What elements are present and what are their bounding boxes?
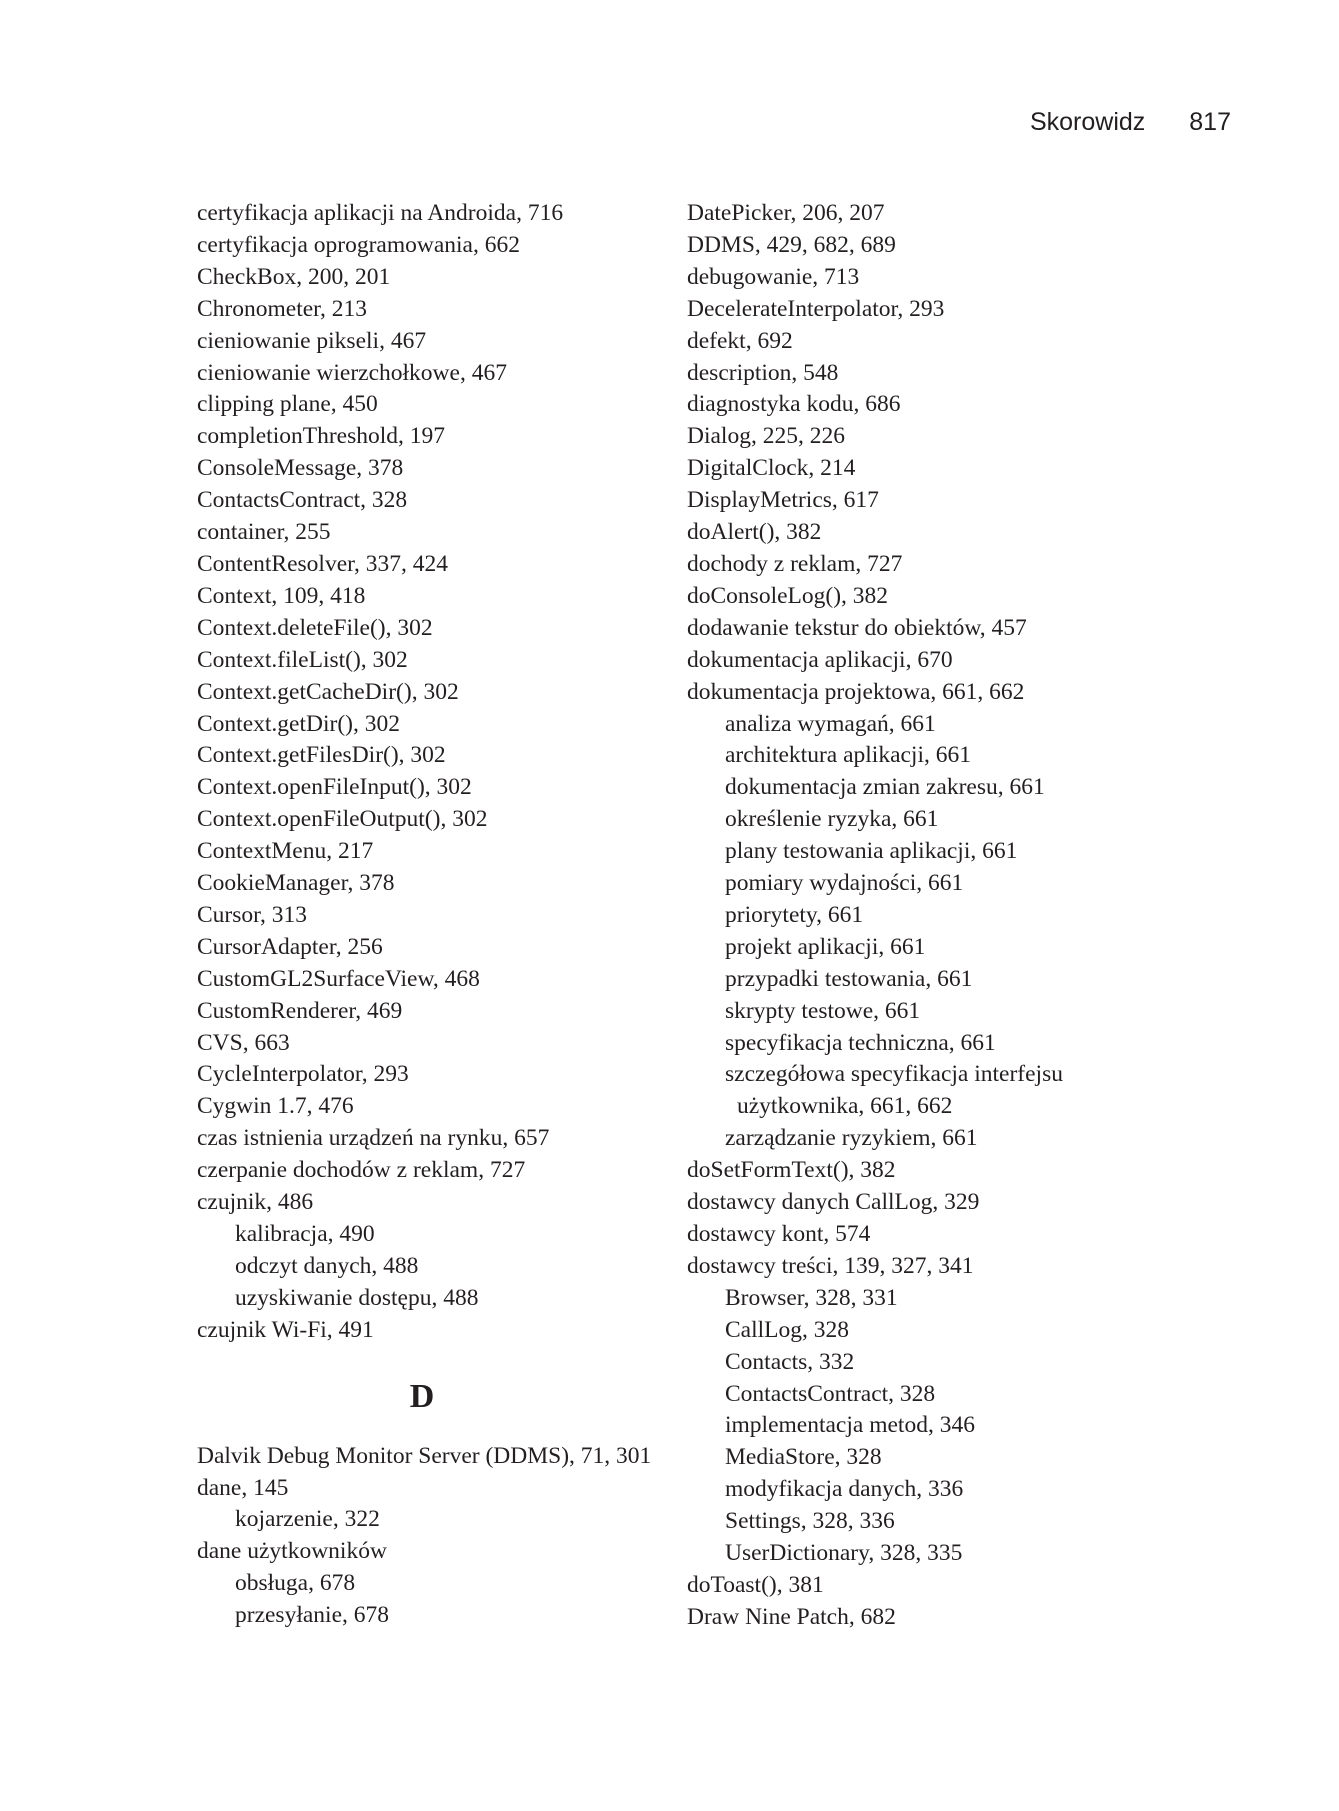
- page-number: 817: [1189, 108, 1231, 136]
- index-entry: debugowanie, 713: [687, 263, 860, 290]
- index-entry: Context.fileList(), 302: [197, 646, 408, 673]
- index-entry: certyfikacja aplikacji na Androida, 716: [197, 200, 564, 226]
- running-head: [1030, 108, 1231, 137]
- index-entries-d-cont: [687, 198, 1247, 1634]
- letter-heading-d: D: [409, 1377, 435, 1415]
- index-entry: Chronometer, 213: [197, 295, 368, 322]
- section-title: Skorowidz: [1029, 108, 1146, 136]
- index-entry: ContactsContract, 328: [197, 487, 408, 514]
- index-subentry: modyfikacja danych, 336: [725, 1476, 964, 1503]
- index-subentry: dokumentacja zmian zakresu, 661: [725, 774, 1045, 801]
- index-subentry: Contacts, 332: [725, 1348, 855, 1375]
- index-entry: dostawcy kont, 574: [687, 1221, 871, 1247]
- index-entry: doToast(), 381: [687, 1571, 824, 1598]
- index-subentry: ContactsContract, 328: [725, 1380, 936, 1407]
- index-entry: clipping plane, 450: [197, 391, 378, 418]
- index-entry: Context.deleteFile(), 302: [197, 614, 433, 641]
- index-subentry: przesyłanie, 678: [235, 1602, 390, 1629]
- index-subentry: zarządzanie ryzykiem, 661: [725, 1125, 978, 1152]
- index-column-right: [687, 198, 1247, 1634]
- index-entry: CursorAdapter, 256: [197, 933, 383, 960]
- index-entry: dokumentacja projektowa, 661, 662: [687, 678, 1025, 705]
- index-subentry: plany testowania aplikacji, 661: [725, 838, 1018, 865]
- index-subentry: szczegółowa specyfikacja interfejsu: [725, 1061, 1063, 1088]
- index-entry: czas istnienia urządzeń na rynku, 657: [197, 1125, 550, 1152]
- index-entry: Context.openFileOutput(), 302: [197, 806, 488, 833]
- index-entry: DDMS, 429, 682, 689: [687, 231, 896, 258]
- index-subentry: pomiary wydajności, 661: [725, 870, 964, 897]
- index-entry: dostawcy danych CallLog, 329: [687, 1189, 980, 1216]
- index-entry: Context.openFileInput(), 302: [197, 774, 472, 801]
- index-entry: ContextMenu, 217: [197, 838, 374, 865]
- index-entry: doConsoleLog(), 382: [687, 582, 889, 609]
- index-entry: doAlert(), 382: [687, 519, 822, 546]
- index-entry: cieniowanie wierzchołkowe, 467: [197, 359, 507, 386]
- index-entry: CheckBox, 200, 201: [197, 263, 391, 290]
- index-entry: Context, 109, 418: [197, 582, 366, 609]
- index-entry: Cygwin 1.7, 476: [197, 1093, 354, 1120]
- index-entry: dane, 145: [197, 1474, 289, 1501]
- index-column-left: [197, 198, 667, 1632]
- index-entry: description, 548: [687, 359, 839, 386]
- index-subentry: projekt aplikacji, 661: [725, 933, 926, 960]
- index-entry: DecelerateInterpolator, 293: [687, 295, 945, 322]
- index-entry: Dialog, 225, 226: [687, 423, 845, 450]
- index-entry: completionThreshold, 197: [197, 423, 446, 450]
- index-subentry: użytkownika, 661, 662: [737, 1093, 953, 1120]
- index-entry: container, 255: [197, 519, 331, 546]
- index-entry: Context.getCacheDir(), 302: [197, 678, 459, 705]
- index-entry: diagnostyka kodu, 686: [687, 391, 901, 418]
- index-entry: CustomRenderer, 469: [197, 997, 403, 1024]
- index-subentry: implementacja metod, 346: [725, 1412, 975, 1439]
- index-entry: czujnik Wi-Fi, 491: [197, 1316, 374, 1343]
- index-subentry: przypadki testowania, 661: [725, 965, 973, 992]
- index-entry: CookieManager, 378: [197, 870, 395, 897]
- index-subentry: architektura aplikacji, 661: [725, 742, 971, 769]
- index-entries-c: [197, 198, 667, 1347]
- index-entry: Dalvik Debug Monitor Server (DDMS), 71, 301: [197, 1442, 652, 1469]
- index-subentry: kojarzenie, 322: [235, 1506, 380, 1533]
- index-entry: czerpanie dochodów z reklam, 727: [197, 1157, 526, 1184]
- index-entry: dochody z reklam, 727: [687, 550, 903, 577]
- index-subentry: Settings, 328, 336: [725, 1508, 895, 1535]
- index-entry: doSetFormText(), 382: [687, 1157, 896, 1184]
- index-entry: dokumentacja aplikacji, 670: [687, 646, 953, 673]
- index-entry: certyfikacja oprogramowania, 662: [197, 231, 520, 258]
- index-subentry: priorytety, 661: [725, 901, 864, 928]
- index-subentry: określenie ryzyka, 661: [725, 806, 939, 833]
- index-subentry: uzyskiwanie dostępu, 488: [235, 1284, 479, 1311]
- index-entry: CVS, 663: [197, 1029, 290, 1056]
- index-entry: DigitalClock, 214: [687, 455, 856, 482]
- index-entry: cieniowanie pikseli, 467: [197, 327, 427, 354]
- index-entry: defekt, 692: [687, 327, 793, 354]
- index-subentry: obsługa, 678: [235, 1570, 356, 1597]
- index-entry: Draw Nine Patch, 682: [687, 1603, 896, 1630]
- index-entry: Context.getDir(), 302: [197, 710, 400, 737]
- index-entry: dodawanie tekstur do obiektów, 457: [687, 614, 1027, 641]
- index-subentry: kalibracja, 490: [235, 1221, 375, 1247]
- index-subentry: analiza wymagań, 661: [725, 710, 936, 737]
- index-entry: DisplayMetrics, 617: [687, 487, 879, 514]
- index-subentry: specyfikacja techniczna, 661: [725, 1029, 996, 1056]
- index-subentry: UserDictionary, 328, 335: [725, 1540, 963, 1567]
- index-subentry: odczyt danych, 488: [235, 1252, 419, 1279]
- index-entry: czujnik, 486: [197, 1189, 314, 1216]
- index-subentry: MediaStore, 328: [725, 1444, 882, 1471]
- index-entry: ConsoleMessage, 378: [197, 455, 404, 482]
- index-entry: DatePicker, 206, 207: [687, 200, 885, 226]
- index-entry: ContentResolver, 337, 424: [197, 550, 449, 577]
- index-entries-d-start: [197, 1441, 667, 1632]
- index-subentry: CallLog, 328: [725, 1316, 850, 1343]
- index-entry: CycleInterpolator, 293: [197, 1061, 409, 1088]
- index-entry: CustomGL2SurfaceView, 468: [197, 965, 480, 992]
- index-entry: Context.getFilesDir(), 302: [197, 742, 446, 769]
- index-entry: Cursor, 313: [197, 901, 308, 928]
- index-subentry: Browser, 328, 331: [725, 1284, 898, 1311]
- index-entry: dane użytkowników: [197, 1538, 387, 1565]
- index-entry: dostawcy treści, 139, 327, 341: [687, 1252, 974, 1279]
- index-subentry: skrypty testowe, 661: [725, 997, 921, 1024]
